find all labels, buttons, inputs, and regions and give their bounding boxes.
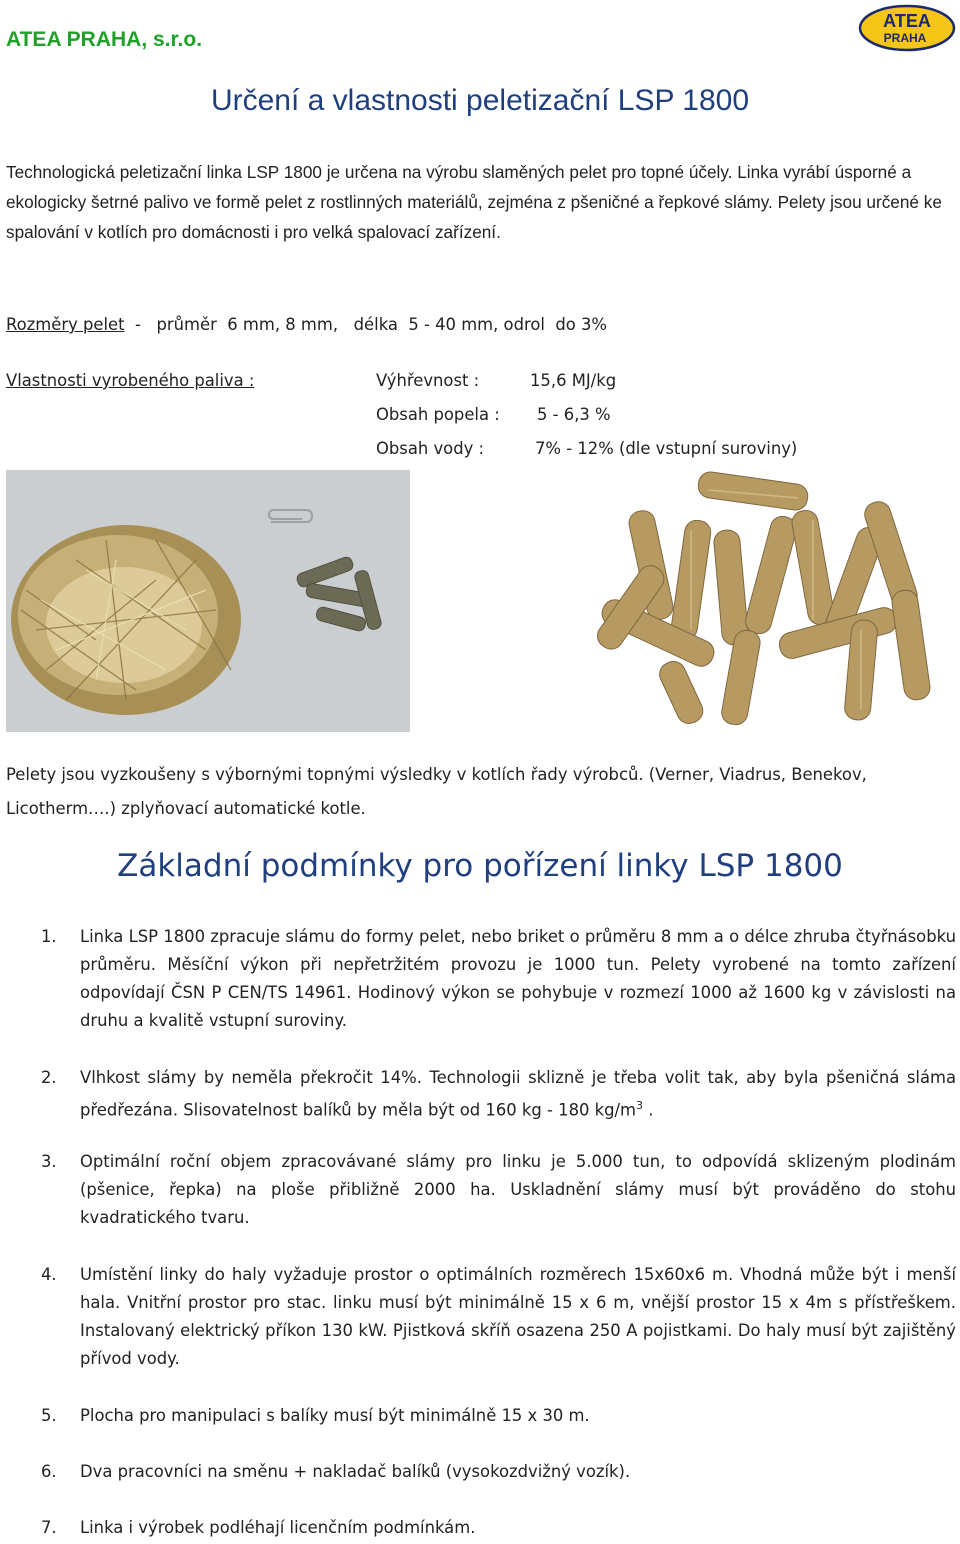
property-name: Výhřevnost :: [376, 371, 480, 390]
list-item-number: 6.: [41, 1462, 57, 1481]
list-item: [6, 1064, 956, 1124]
property-value: 15,6 MJ/kg: [530, 371, 617, 390]
list-item: [6, 1514, 956, 1542]
dimensions-label: Rozměry pelet: [6, 315, 125, 334]
list-item-text: Linka i výrobek podléhají licenčním podmínkám.: [80, 1518, 476, 1537]
list-item-text: Umístění linky do haly vyžaduje prostor o optimálních rozměrech 15x60x6 m. Vhodná může být i menší hala. Vnitřní prostor pro stac. linku musí být minimálně 15 x 6 m, vnější prostor 15 x 4m s přístřeškem. Instalovaný elektrický příkon 130 kW. Pjistková skříň osazena 250 A pojistkami. Do haly musí být zajištěný přívod vody.: [80, 1265, 956, 1368]
list-item-text: Plocha pro manipulaci s balíky musí být minimálně 15 x 30 m.: [80, 1406, 590, 1425]
list-item-text: Vlhkost slámy by neměla překročit 14%. Technologii sklizně je třeba volit tak, aby byla pšeničná sláma předřezána. Slisovatelnost balíků by měla být od 160 kg - 180 $kg/m^3$ .: [80, 1068, 956, 1120]
logo-text-top: ATEA: [883, 11, 931, 31]
list-item-number: 1.: [41, 927, 57, 946]
tested-paragraph: Pelety jsou vyzkoušeny s výbornými topnými výsledky v kotlích řady výrobců. (Verner, Viadrus, Benekov, Licotherm….) zplyňovací automatické kotle.: [6, 765, 867, 818]
property-value: 5 - 6,3 %: [537, 405, 611, 424]
property-water: [376, 439, 798, 458]
atea-praha-logo: [858, 4, 956, 52]
logo-text-bottom: PRAHA: [883, 31, 927, 45]
list-item-number: 7.: [41, 1518, 57, 1537]
property-value: 7% - 12% (dle vstupní suroviny): [535, 439, 798, 458]
conditions-title: Základní podmínky pro pořízení linky LSP 1800: [117, 848, 843, 884]
intro-paragraph: Technologická peletizační linka LSP 1800 je určena na výrobu slaměných pelet pro topné účely. Linka vyrábí úsporné a ekologicky šetrné palivo ve formě pelet z rostlinných materiálů, zejména z pšeničné a řepkové slámy. Pelety jsou určené ke spalování v kotlích pro domácnosti i pro velká spalovací zařízení.: [6, 162, 942, 242]
property-name: Obsah popela :: [376, 405, 500, 424]
list-item-text: Linka LSP 1800 zpracuje slámu do formy pelet, nebo briket o průměru 8 mm a o délce zhruba čtyřnásobku průměru. Měsíční výkon při nepřetržitém provozu je 1000 tun. Pelety vyrobené na tomto zařízení odpovídají ČSN P CEN/TS 14961. Hodinový výkon se pohybuje v rozmezí 1000 až 1600 kg v závislosti na druhu a kvalitě vstupní suroviny.: [80, 927, 956, 1030]
list-item-number: 2.: [41, 1068, 57, 1087]
property-name: Obsah vody :: [376, 439, 485, 458]
fuel-properties-label: Vlastnosti vyrobeného paliva :: [6, 371, 255, 390]
page-title: Určení a vlastnosti peletizační LSP 1800: [210, 84, 750, 117]
property-calorific: [376, 371, 617, 390]
property-ash: [376, 405, 611, 424]
list-item: [6, 923, 956, 1035]
company-name: ATEA PRAHA, s.r.o.: [6, 28, 203, 51]
pellet-dimensions: [6, 315, 607, 334]
straw-and-pellets-photo: [6, 470, 410, 732]
list-item-text: Optimální roční objem zpracovávané slámy pro linku je 5.000 tun, to odpovídá sklizeným plodinám (pšenice, řepka) na ploše přibližně 2000 ha. Uskladnění slámy musí být prováděno do stohu kvadratického tvaru.: [80, 1152, 956, 1227]
superscript: 3: [636, 1099, 644, 1112]
list-item-number: 3.: [41, 1152, 57, 1171]
list-item-text: Dva pracovníci na směnu + nakladač balíků (vysokozdvižný vozík).: [80, 1462, 631, 1481]
list-item: [6, 1458, 956, 1486]
list-item-number: 4.: [41, 1265, 57, 1284]
pellets-photo: [578, 470, 960, 732]
list-item: [6, 1402, 956, 1430]
list-item: [6, 1148, 956, 1232]
list-item: [6, 1261, 956, 1373]
dimensions-text: - průměr 6 mm, 8 mm, délka 5 - 40 mm, odrol do 3%: [124, 315, 608, 334]
list-item-number: 5.: [41, 1406, 57, 1425]
